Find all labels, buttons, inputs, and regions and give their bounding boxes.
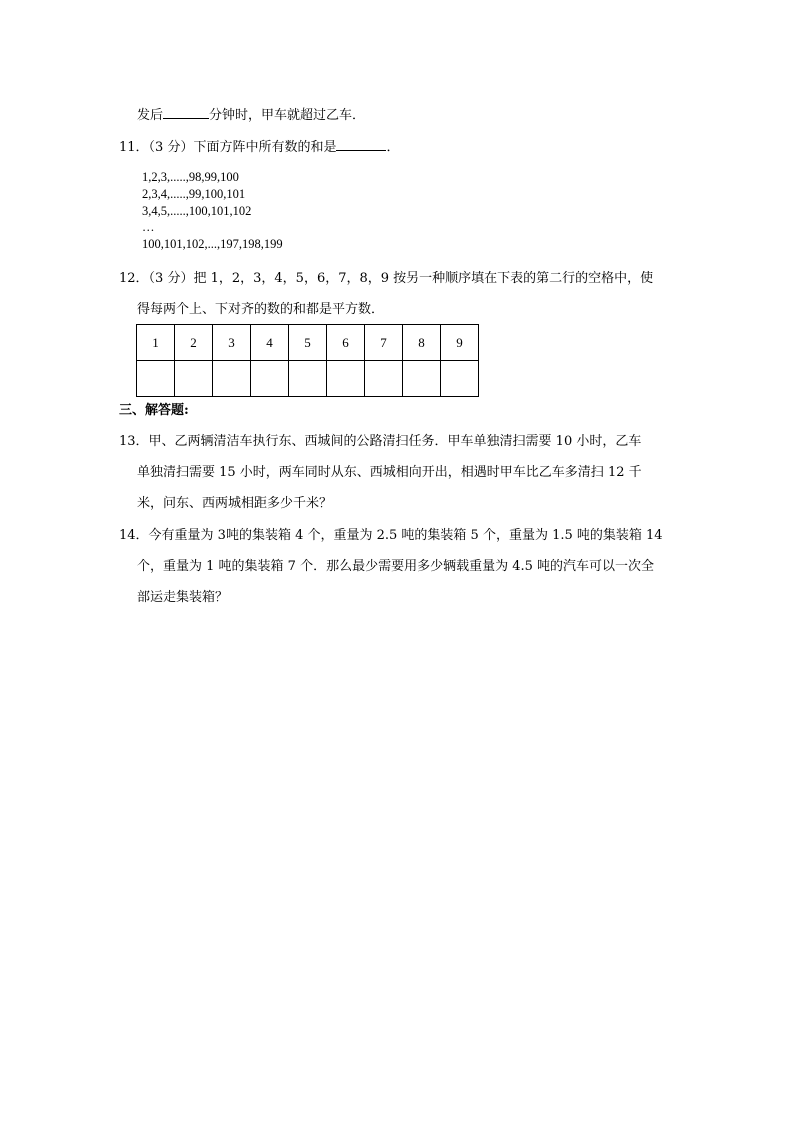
q12-table-cell: 2 xyxy=(175,325,213,361)
q10-text-after: 分钟时，甲车就超过乙车． xyxy=(209,108,366,123)
q12-text-line-1: 把 1，2，3，4，5，6，7，8，9 按另一种顺序填在下表的第二行的空格中，使 xyxy=(193,271,654,286)
q12-prompt-line-2: 得每两个上、下对齐的数的和都是平方数． xyxy=(137,302,385,317)
q12-table-blank-row xyxy=(137,361,479,397)
q12-table-cell: 3 xyxy=(213,325,251,361)
q12-blank-cell xyxy=(403,361,441,397)
q12-table-cell: 8 xyxy=(403,325,441,361)
q14-line-2: 个，重量为 1 吨的集装箱 7 个．那么最少需要用多少辆载重量为 4.5 吨的汽车可以一次全 xyxy=(137,559,655,574)
q11-number: 11． xyxy=(119,140,149,155)
q13-number: 13． xyxy=(119,434,149,449)
q14-text-line-1: 今有重量为 3吨的集装箱 4 个，重量为 2.5 吨的集装箱 5 个，重量为 1.5 吨的集装箱 14 xyxy=(148,528,663,543)
q12-blank-cell xyxy=(137,361,175,397)
q12-blank-cell xyxy=(441,361,479,397)
q12-table-cell: 1 xyxy=(137,325,175,361)
q10-answer-blank xyxy=(163,104,209,119)
q13-line-1 xyxy=(119,433,641,451)
q11-prompt xyxy=(119,136,399,157)
q10-continuation xyxy=(137,104,365,125)
q12-table-cell: 9 xyxy=(441,325,479,361)
q12-table-top-row xyxy=(137,325,479,361)
q14-number: 14． xyxy=(119,528,149,543)
q12-blank-cell xyxy=(175,361,213,397)
q12-prompt-line-1 xyxy=(119,270,653,288)
q13-line-3: 米，问东、西两城相距多少千米？ xyxy=(137,496,333,511)
q14-line-3: 部运走集装箱？ xyxy=(137,590,229,605)
q12-number: 12． xyxy=(119,271,149,286)
q12-number-table xyxy=(136,324,479,397)
q12-blank-cell xyxy=(213,361,251,397)
q11-answer-blank xyxy=(336,136,386,151)
q11-matrix-row-1: 1,2,3,.....,98,99,100 xyxy=(142,170,239,184)
q11-text-before: 下面方阵中所有数的和是 xyxy=(193,140,337,155)
q12-blank-cell xyxy=(289,361,327,397)
q14-line-1 xyxy=(119,527,663,545)
q12-table-cell: 5 xyxy=(289,325,327,361)
q11-matrix-ellipsis: … xyxy=(142,220,155,234)
q13-text-line-1: 甲、乙两辆清洁车执行东、西城间的公路清扫任务．甲车单独清扫需要 10 小时，乙车 xyxy=(148,434,642,449)
section-title: 三、解答题: xyxy=(119,403,189,418)
q11-matrix-row-3: 3,4,5,.....,100,101,102 xyxy=(142,204,252,218)
q12-table-cell: 6 xyxy=(327,325,365,361)
q12-blank-cell xyxy=(365,361,403,397)
q12-blank-cell xyxy=(251,361,289,397)
q11-matrix-row-2: 2,3,4,.....,99,100,101 xyxy=(142,187,246,201)
q11-matrix-row-last: 100,101,102,...,197,198,199 xyxy=(142,237,283,251)
q12-blank-cell xyxy=(327,361,365,397)
q12-table-cell: 4 xyxy=(251,325,289,361)
q13-line-2: 单独清扫需要 15 小时，两车同时从东、西城相向开出，相遇时甲车比乙车多清扫 12 千 xyxy=(137,465,642,480)
q12-table-cell: 7 xyxy=(365,325,403,361)
q10-text-before: 发后 xyxy=(137,108,164,123)
q12-score: （3 分） xyxy=(148,271,194,286)
q11-text-after: ． xyxy=(386,140,400,155)
q11-score: （3 分） xyxy=(148,140,194,155)
